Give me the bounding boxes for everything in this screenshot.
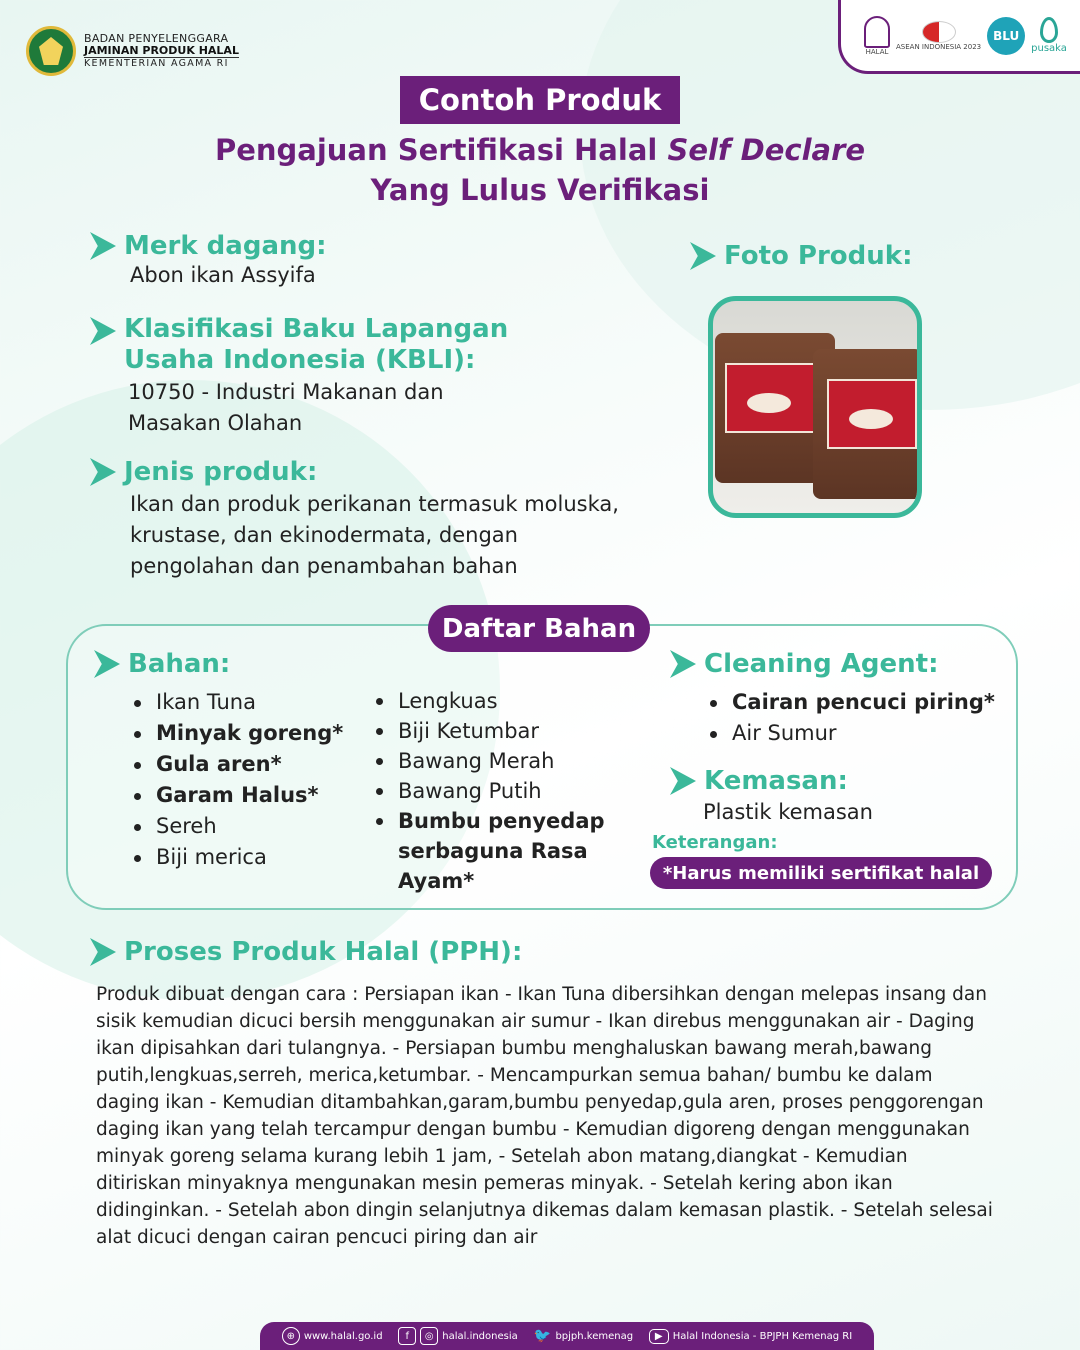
asean-flag-icon bbox=[922, 21, 956, 43]
ingredients-badge: Daftar Bahan bbox=[428, 605, 650, 652]
kbli-value-line1: 10750 - Industri Makanan dan bbox=[128, 380, 444, 404]
ingredient-item: Minyak goreng* bbox=[132, 718, 343, 749]
pph-heading bbox=[90, 937, 522, 967]
subtitle-part1: Pengajuan Sertifikasi Halal bbox=[214, 133, 668, 167]
cleaning-item: Cairan pencuci piring* bbox=[708, 687, 995, 718]
cleaning-item: Air Sumur bbox=[708, 718, 995, 749]
footer-social[interactable] bbox=[398, 1327, 518, 1345]
ingredient-item: Bawang Putih bbox=[374, 776, 605, 806]
cleaning-list bbox=[708, 687, 995, 749]
kbli-heading-text bbox=[124, 314, 508, 376]
footer-youtube[interactable] bbox=[649, 1329, 852, 1344]
youtube-icon: ▶ bbox=[649, 1329, 669, 1344]
partner-caption: pusaka bbox=[1031, 43, 1067, 54]
arrow-right-icon bbox=[670, 767, 696, 795]
product-label-image bbox=[725, 363, 815, 433]
bahan-heading-text: Bahan: bbox=[128, 649, 231, 679]
pph-description: Produk dibuat dengan cara : Persiapan ikan - Ikan Tuna dibersihkan dengan melepas insang dan sisik kemudian dicuci bersih menggunakan air sumur - Ikan direbus menggunakan air - Daging ikan dipisahkan dari tulangnya. - Persiapan bumbu menghaluskan bawang merah,bawang putih,lengkuas,serreh, merica,ketumbar. - Mencampurkan semua bahan/ bumbu ke dalam daging ikan - Kemudian ditambahkan,garam,bumbu penyedap,gula aren, proses penggorengan daging ikan yang telah tercampur dengan bumbu - Kemudian digoreng dengan menggunakan minyak goreng selama kurang lebih 1 jam, - Setelah abon matang,diangkat - Kemudian ditiriskan minyaknya mengunakan mesin pemeras minyak. - Setelah kering abon ikan didinginkan. - Setelah abon dingin selanjutnya dikemas dalam kemasan plastik. - Setelah selesai alat dicuci dengan cairan pencuci piring dan air bbox=[96, 984, 993, 1248]
org-line1: BADAN PENYELENGGARA bbox=[84, 31, 229, 45]
halal-indonesia-logo bbox=[864, 16, 890, 56]
instagram-icon: ◎ bbox=[420, 1327, 438, 1345]
product-photo bbox=[708, 296, 922, 518]
kbli-heading-line1: Klasifikasi Baku Lapangan bbox=[124, 314, 509, 344]
ingredient-item: Ikan Tuna bbox=[132, 687, 343, 718]
partner-caption: HALAL bbox=[865, 47, 889, 56]
partner-caption: ASEAN INDONESIA 2023 bbox=[896, 42, 982, 51]
pusaka-mark-icon bbox=[1040, 17, 1058, 43]
ingredient-item: Bawang Merah bbox=[374, 746, 605, 776]
jenis-line3: pengolahan dan penambahan bahan bbox=[130, 554, 518, 578]
facebook-icon: f bbox=[398, 1327, 416, 1345]
jenis-heading bbox=[90, 457, 317, 487]
ingredients-list-col1 bbox=[132, 687, 343, 873]
pusaka-logo bbox=[1031, 17, 1067, 54]
product-label-image bbox=[827, 379, 917, 449]
product-bag-image bbox=[813, 349, 922, 499]
bahan-heading bbox=[94, 649, 230, 679]
footer-twitter[interactable] bbox=[533, 1327, 633, 1345]
arrow-right-icon bbox=[90, 317, 116, 345]
kemenag-emblem-icon bbox=[26, 26, 76, 76]
ingredient-item-line: Ayam* bbox=[398, 869, 475, 893]
cleaning-heading-text: Cleaning Agent: bbox=[704, 649, 939, 679]
keterangan-badge: *Harus memiliki sertifikat halal bbox=[650, 857, 992, 889]
foto-heading bbox=[690, 241, 912, 271]
arrow-right-icon bbox=[90, 232, 116, 260]
arrow-right-icon bbox=[94, 650, 120, 678]
ingredient-item: Sereh bbox=[132, 811, 343, 842]
footer-website[interactable] bbox=[282, 1327, 383, 1345]
arrow-right-icon bbox=[90, 458, 116, 486]
ingredient-item: Garam Halus* bbox=[132, 780, 343, 811]
page-subtitle bbox=[0, 130, 1080, 210]
kbli-heading-line2: Usaha Indonesia (KBLI): bbox=[124, 345, 476, 375]
org-line2: JAMINAN PRODUK HALAL bbox=[84, 43, 239, 57]
ingredient-item bbox=[374, 806, 605, 896]
ingredient-item: Gula aren* bbox=[132, 749, 343, 780]
jenis-line1: Ikan dan produk perikanan termasuk moluska, bbox=[130, 492, 619, 516]
merk-heading bbox=[90, 231, 327, 261]
org-name bbox=[84, 33, 239, 70]
jenis-line2: krustase, dan ekinodermata, dengan bbox=[130, 523, 518, 547]
pph-heading-text: Proses Produk Halal (PPH): bbox=[124, 937, 523, 967]
jenis-heading-text: Jenis produk: bbox=[124, 457, 318, 487]
jenis-value bbox=[130, 489, 619, 582]
footer-social-text: halal.indonesia bbox=[442, 1330, 518, 1342]
footer-bar bbox=[260, 1322, 874, 1350]
blu-badge: BLU bbox=[987, 17, 1025, 55]
halal-mark-icon bbox=[864, 16, 890, 48]
kemasan-value: Plastik kemasan bbox=[703, 800, 873, 824]
arrow-right-icon bbox=[670, 650, 696, 678]
globe-icon: ⊕ bbox=[282, 1327, 300, 1345]
partner-logos bbox=[838, 0, 1080, 74]
kemasan-heading bbox=[670, 766, 848, 796]
ingredients-list-col2 bbox=[374, 686, 605, 896]
bpjph-logo bbox=[26, 26, 239, 76]
cleaning-heading bbox=[670, 649, 938, 679]
kbli-heading bbox=[90, 314, 508, 376]
keterangan-label: Keterangan: bbox=[652, 832, 778, 853]
kbli-value-line2: Masakan Olahan bbox=[128, 411, 303, 435]
ingredient-item: Lengkuas bbox=[374, 686, 605, 716]
ingredient-item: Biji Ketumbar bbox=[374, 716, 605, 746]
foto-heading-text: Foto Produk: bbox=[724, 241, 913, 271]
asean-indonesia-2023-logo bbox=[896, 21, 981, 51]
footer-website-text: www.halal.go.id bbox=[303, 1330, 383, 1342]
kemasan-heading-text: Kemasan: bbox=[704, 766, 848, 796]
subtitle-italic: Self Declare bbox=[667, 133, 866, 167]
merk-value: Abon ikan Assyifa bbox=[130, 263, 316, 287]
footer-twitter-text: bpjph.kemenag bbox=[555, 1330, 634, 1342]
merk-heading-text: Merk dagang: bbox=[124, 231, 327, 261]
twitter-icon: 🐦 bbox=[533, 1328, 552, 1344]
org-line3: KEMENTERIAN AGAMA RI bbox=[84, 57, 229, 69]
arrow-right-icon bbox=[690, 242, 716, 270]
blu-logo bbox=[987, 17, 1025, 55]
ingredient-item-line: serbaguna Rasa bbox=[398, 839, 588, 863]
ingredient-item: Biji merica bbox=[132, 842, 343, 873]
title-badge: Contoh Produk bbox=[400, 76, 680, 124]
ingredient-item-line: Bumbu penyedap bbox=[398, 809, 605, 833]
footer-youtube-text: Halal Indonesia - BPJPH Kemenag RI bbox=[672, 1330, 853, 1342]
kbli-value bbox=[128, 377, 444, 439]
arrow-right-icon bbox=[90, 938, 116, 966]
subtitle-line2: Yang Lulus Verifikasi bbox=[370, 173, 710, 207]
